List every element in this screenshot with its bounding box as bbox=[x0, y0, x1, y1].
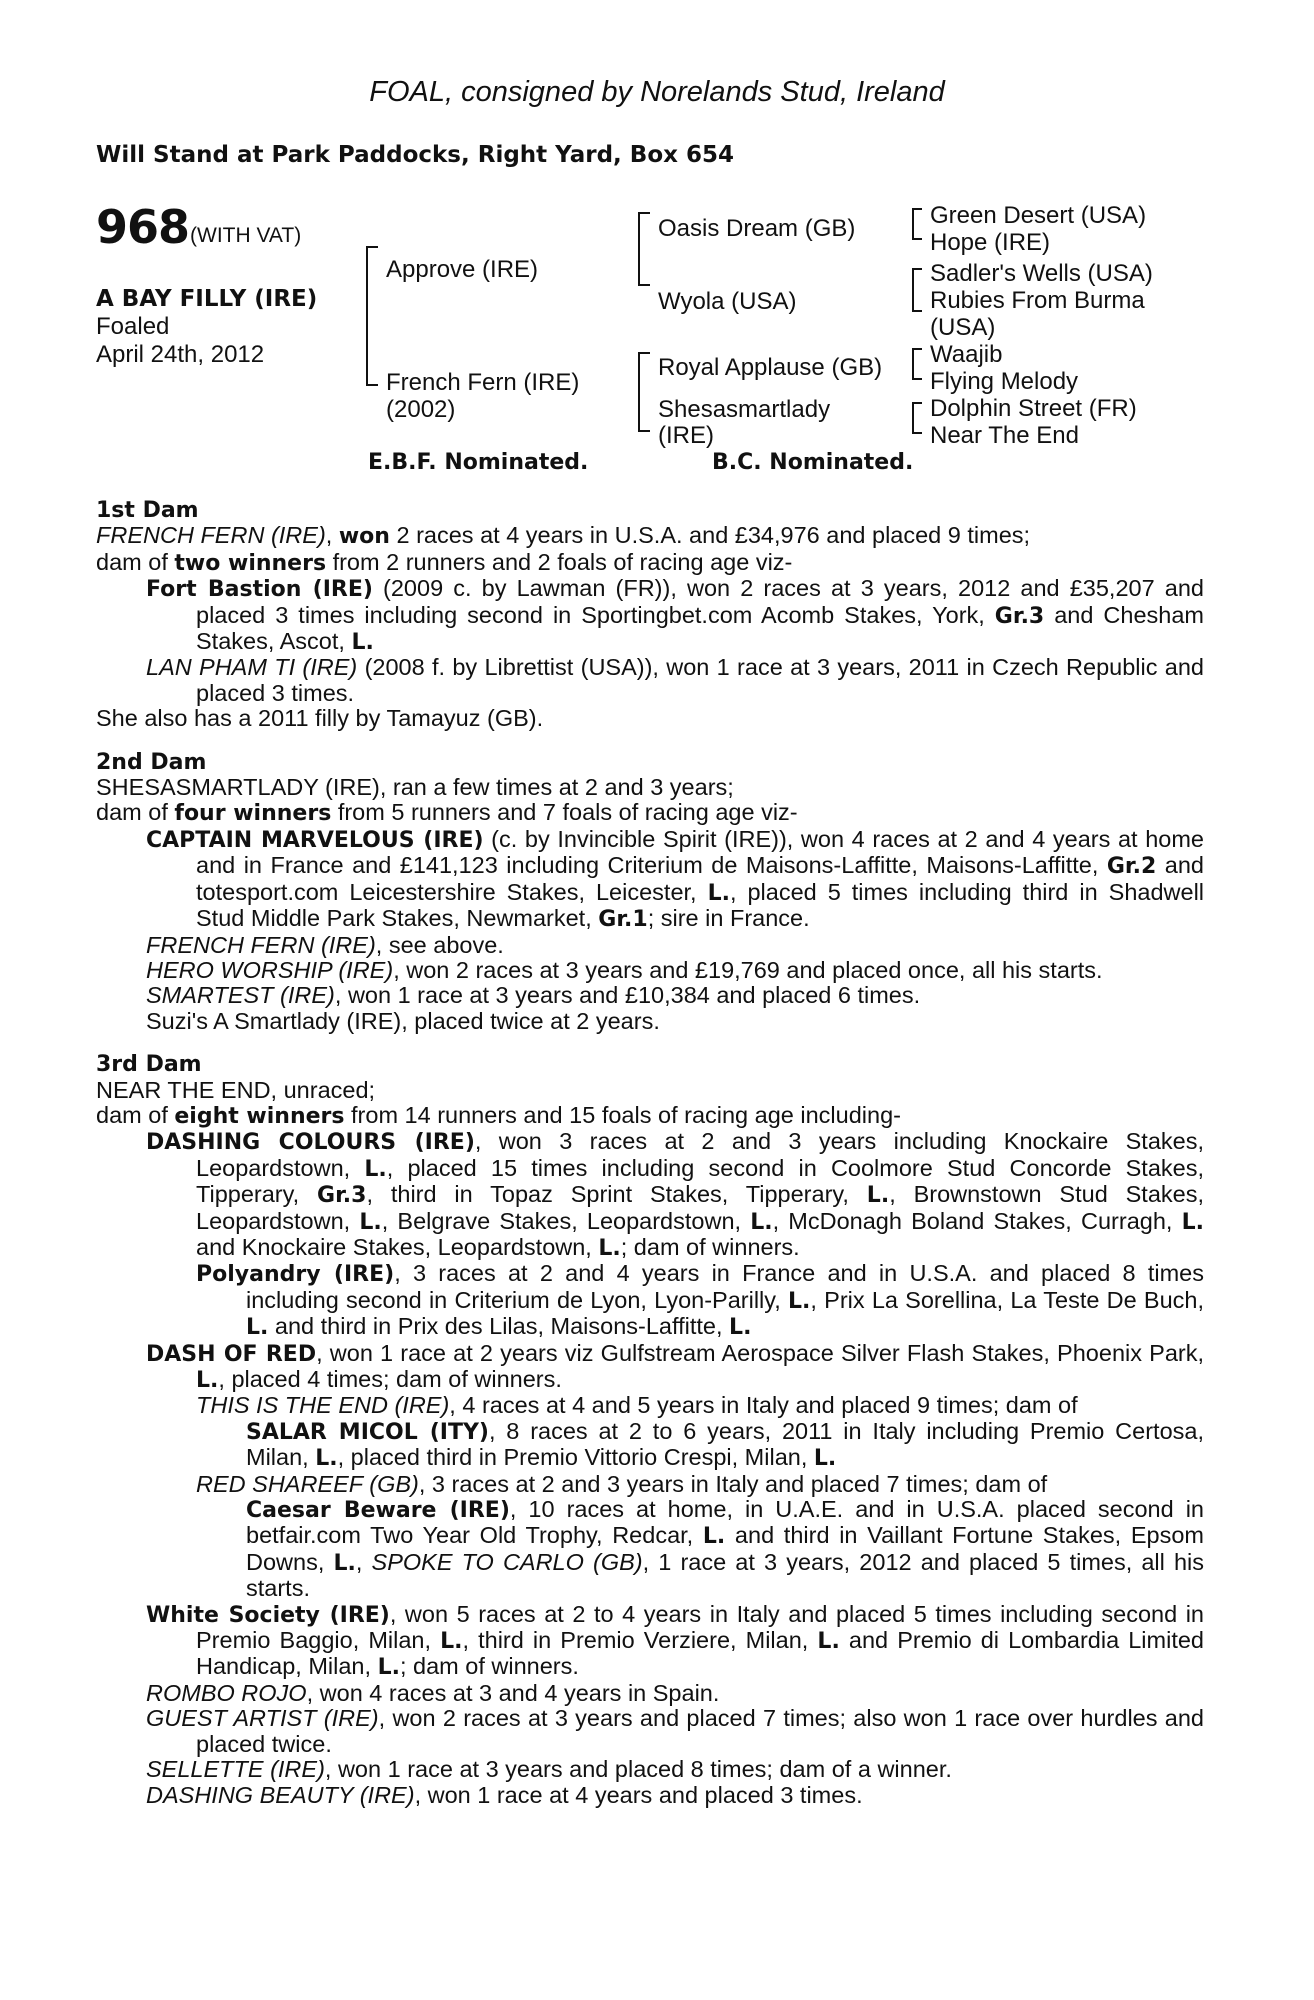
g34-bracket bbox=[912, 268, 922, 312]
sire-bracket bbox=[638, 212, 650, 286]
sire-sire: Oasis Dream (GB) bbox=[658, 215, 856, 242]
g78-bracket bbox=[912, 402, 922, 434]
progeny-entry: DASHING BEAUTY (IRE), won 1 race at 4 years and placed 3 times. bbox=[146, 1781, 863, 1808]
first-dam-heading: 1st Dam bbox=[96, 498, 199, 523]
gg-2: Hope (IRE) bbox=[930, 229, 1051, 256]
ebf-nominated: E.B.F. Nominated. bbox=[368, 450, 589, 475]
third-dam-summary: dam of eight winners from 14 runners and 15 foals of racing age including- bbox=[96, 1101, 901, 1129]
g12-bracket bbox=[912, 208, 922, 240]
second-dam-heading: 2nd Dam bbox=[96, 749, 207, 775]
gg-8: Near The End bbox=[930, 422, 1079, 449]
lot-name: A BAY FILLY (IRE) bbox=[96, 286, 318, 312]
progeny-entry: LAN PHAM TI (IRE) (2008 f. by Librettist (USA)), won 1 race at 3 years, 2011 in Czech Republic and placed 3 times. bbox=[146, 654, 1204, 706]
sire: Approve (IRE) bbox=[386, 256, 539, 283]
great-grand-progeny-entry: Caesar Beware (IRE), 10 races at home, in U.A.E. and in U.S.A. placed second in betfair.com Two Year Old Trophy, Redcar, L. and third in Vaillant Fortune Stakes, Epsom Downs, L., SPOKE TO CARLO (GB), 1 race at 3 years, 2012 and placed 5 times, all his starts. bbox=[246, 1496, 1205, 1602]
progeny-entry: Suzi's A Smartlady (IRE), placed twice at 2 years. bbox=[146, 1007, 660, 1034]
grand-progeny-entry: RED SHAREEF (GB), 3 races at 2 and 3 years in Italy and placed 7 times; dam of bbox=[196, 1470, 1048, 1497]
progeny-note: She also has a 2011 filly by Tamayuz (GB). bbox=[96, 705, 544, 732]
progeny-entry: SMARTEST (IRE), won 1 race at 3 years and £10,384 and placed 6 times. bbox=[146, 982, 921, 1009]
progeny-entry: DASHING COLOURS (IRE), won 3 races at 2 and 3 years including Knockaire Stakes, Leopardstown, L., placed 15 times including second in Coolmore Stud Concorde Stakes, Tipperary, Gr.3, third in Topaz Sprint Stakes, Tipperary, L., Brownstown Stud Stakes, Leopardstown, L., Belgrave Stakes, Leopardstown, L., McDonagh Boland Stakes, Curragh, L. and Knockaire Stakes, Leopardstown, L.; dam of winners. bbox=[146, 1128, 1204, 1261]
gg-3: Sadler's Wells (USA) bbox=[930, 260, 1153, 287]
progeny-entry: DASH OF RED, won 1 race at 2 years viz Gulfstream Aerospace Silver Flash Stakes, Phoenix Park, L., placed 4 times; dam of winners. bbox=[146, 1339, 1204, 1393]
pedigree-body bbox=[96, 498, 1204, 1808]
first-dam-line: FRENCH FERN (IRE), won 2 races at 4 years in U.S.A. and £34,976 and placed 9 times; bbox=[96, 522, 1031, 550]
progeny-entry: ROMBO ROJO, won 4 races at 3 and 4 years in Spain. bbox=[146, 1679, 720, 1706]
second-dam-summary: dam of four winners from 5 runners and 7 foals of racing age viz- bbox=[96, 799, 798, 827]
sire-dam: Wyola (USA) bbox=[658, 288, 797, 315]
third-dam-line: NEAR THE END, unraced; bbox=[96, 1076, 376, 1103]
foaled-label: Foaled bbox=[96, 313, 170, 340]
page-title: FOAL, consigned by Norelands Stud, Ireland bbox=[369, 76, 945, 108]
bc-nominated: B.C. Nominated. bbox=[712, 450, 914, 475]
lot-vat: (WITH VAT) bbox=[190, 224, 302, 247]
gg-5: Waajib bbox=[930, 341, 1003, 368]
foaled-date: April 24th, 2012 bbox=[96, 341, 265, 368]
progeny-entry: CAPTAIN MARVELOUS (IRE) (c. by Invincible Spirit (IRE)), won 4 races at 2 and 4 years at home and in France and £141,123 including Criterium de Maisons-Laffitte, Maisons-Laffitte, Gr.2 and totesport.com Leicestershire Stakes, Leicester, L., placed 5 times including third in Shadwell Stud Middle Park Stakes, Newmarket, Gr.1; sire in France. bbox=[146, 825, 1205, 933]
progeny-entry: SELLETTE (IRE), won 1 race at 3 years and placed 8 times; dam of a winner. bbox=[146, 1756, 952, 1783]
lot-number: 968 bbox=[96, 200, 190, 254]
gg-6: Flying Melody bbox=[930, 368, 1079, 395]
sire-dam-bracket bbox=[366, 246, 378, 386]
grand-progeny-entry: THIS IS THE END (IRE), 4 races at 4 and 5 years in Italy and placed 9 times; dam of bbox=[196, 1392, 1078, 1419]
progeny-entry: FRENCH FERN (IRE), see above. bbox=[146, 931, 504, 958]
gg-7: Dolphin Street (FR) bbox=[930, 395, 1137, 422]
dam-dam-suffix: (IRE) bbox=[658, 422, 714, 449]
dam-year: (2002) bbox=[386, 396, 456, 423]
second-dam-line: SHESASMARTLADY (IRE), ran a few times at 2 and 3 years; bbox=[96, 774, 734, 801]
stand-location: Will Stand at Park Paddocks, Right Yard, Box 654 bbox=[96, 142, 734, 168]
progeny-entry: White Society (IRE), won 5 races at 2 to 4 years in Italy and placed 5 times including second in Premio Baggio, Milan, L., third in Premio Verziere, Milan, L. and Premio di Lombardia Limited Handicap, Milan, L.; dam of winners. bbox=[146, 1600, 1204, 1681]
progeny-entry: Fort Bastion (IRE) (2009 c. by Lawman (FR)), won 2 races at 3 years, 2012 and £35,207 and placed 3 times including second in Sportingbet.com Acomb Stakes, York, Gr.3 and Chesham Stakes, Ascot, L. bbox=[146, 575, 1204, 656]
grand-progeny-entry: Polyandry (IRE), 3 races at 2 and 4 years in France and in U.S.A. and placed 8 times including second in Criterium de Lyon, Lyon-Parilly, L., Prix La Sorellina, La Teste De Buch, L. and third in Prix des Lilas, Maisons-Laffitte, L. bbox=[196, 1260, 1204, 1341]
g56-bracket bbox=[912, 348, 922, 380]
progeny-entry: GUEST ARTIST (IRE), won 2 races at 3 years and placed 7 times; also won 1 race over hurdles and placed twice. bbox=[146, 1705, 1204, 1757]
gg-4b: (USA) bbox=[930, 314, 996, 341]
gg-1: Green Desert (USA) bbox=[930, 202, 1147, 229]
first-dam-summary: dam of two winners from 2 runners and 2 foals of racing age viz- bbox=[96, 548, 793, 576]
dam-sire: Royal Applause (GB) bbox=[658, 354, 883, 381]
great-grand-progeny-entry: SALAR MICOL (ITY), 8 races at 2 to 6 years, 2011 in Italy including Premio Certosa, Milan, L., placed third in Premio Vittorio Crespi, Milan, L. bbox=[246, 1417, 1204, 1472]
gg-4: Rubies From Burma bbox=[930, 287, 1145, 314]
progeny-entry: HERO WORSHIP (IRE), won 2 races at 3 years and £19,769 and placed once, all his starts. bbox=[146, 956, 1103, 983]
third-dam-heading: 3rd Dam bbox=[96, 1052, 202, 1078]
dam-dam: Shesasmartlady bbox=[658, 396, 831, 423]
dam-bracket bbox=[638, 352, 650, 432]
dam: French Fern (IRE) bbox=[386, 369, 580, 396]
